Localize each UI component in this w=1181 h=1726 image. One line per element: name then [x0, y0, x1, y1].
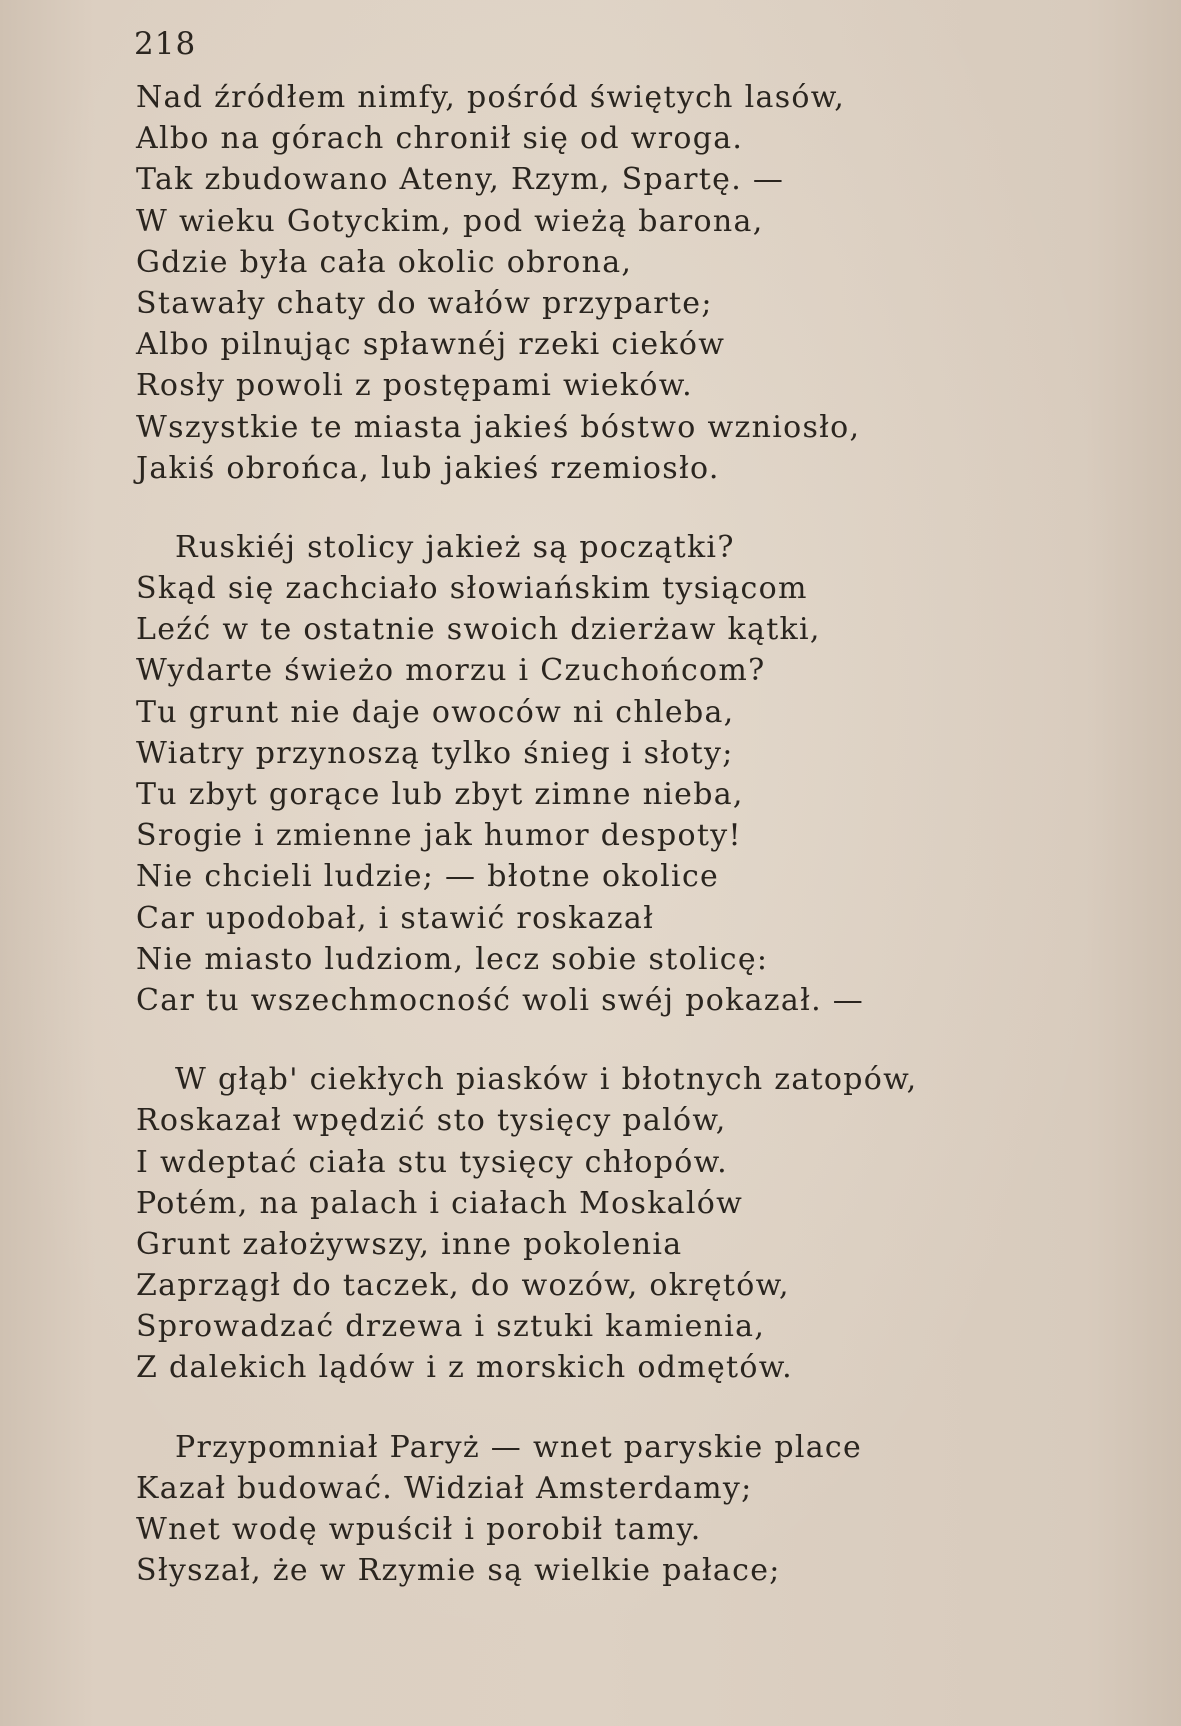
verse-line: Leźć w te ostatnie swoich dzierżaw kątki,: [136, 612, 821, 648]
verse-line: Car upodobał, i stawić roskazał: [136, 900, 655, 936]
verse-line: Tu grunt nie daje owoców ni chleba,: [136, 694, 735, 730]
verse-line: Tak zbudowano Ateny, Rzym, Spartę. —: [136, 162, 785, 198]
verse-line: Sprowadzać drzewa i sztuki kamienia,: [136, 1309, 766, 1345]
verse-line: Nad źródłem nimfy, pośród świętych lasów,: [136, 80, 846, 115]
verse-line: Z dalekich lądów i z morskich odmętów.: [136, 1350, 794, 1386]
verse-line: Wszystkie te miasta jakieś bóstwo wzniosło,: [136, 409, 861, 445]
stanza-2: [136, 527, 1136, 1021]
verse-line: Roskazał wpędzić sto tysięcy palów,: [136, 1103, 727, 1139]
verse-line: W wieku Gotyckim, pod wieżą barona,: [136, 203, 764, 239]
verse-line: Przypomniał Paryż — wnet paryskie place: [175, 1429, 863, 1465]
stanza-1: [136, 77, 1136, 489]
verse-line: Stawały chaty do wałów przyparte;: [136, 285, 713, 321]
verse-line: Nie miasto ludziom, lecz sobie stolicę:: [136, 941, 769, 977]
verse-line: Srogie i zmienne jak humor despoty!: [136, 818, 742, 854]
verse-line: Kazał budować. Widział Amsterdamy;: [136, 1470, 753, 1506]
verse-line: Nie chcieli ludzie; — błotne okolice: [136, 859, 720, 895]
verse-line: Słyszał, że w Rzymie są wielkie pałace;: [136, 1553, 781, 1589]
verse-line: Wnet wodę wpuścił i porobił tamy.: [136, 1512, 702, 1547]
verse-line: Tu zbyt gorące lub zbyt zimne nieba,: [136, 777, 744, 812]
verse-line: Potém, na palach i ciałach Moskalów: [136, 1185, 744, 1221]
stanza-4: [136, 1427, 1136, 1592]
verse-line: Wiatry przynoszą tylko śnieg i słoty;: [136, 735, 734, 771]
verse-line: Rosły powoli z postępami wieków.: [136, 368, 693, 404]
verse-line: Ruskiéj stolicy jakież są początki?: [175, 529, 735, 565]
verse-line: Gdzie była cała okolic obrona,: [136, 244, 633, 280]
verse-line: Albo na górach chronił się od wroga.: [136, 121, 744, 157]
verse-line: Jakiś obrońca, lub jakieś rzemiosło.: [136, 450, 720, 486]
verse-line: Zaprzągł do taczek, do wozów, okrętów,: [136, 1268, 790, 1304]
verse-line: Albo pilnując spławnéj rzeki cieków: [136, 327, 726, 363]
verse-line: Car tu wszechmocność woli swéj pokazał. —: [136, 982, 865, 1018]
verse-line: Skąd się zachciało słowiańskim tysiącom: [136, 571, 808, 607]
verse-line: Grunt założywszy, inne pokolenia: [136, 1226, 683, 1262]
verse-line: W głąb' ciekłych piasków i błotnych zatopów,: [175, 1062, 918, 1098]
verse-line: I wdeptać ciała stu tysięcy chłopów.: [136, 1144, 728, 1180]
stanza-3: [136, 1059, 1136, 1389]
verse-line: Wydarte świeżo morzu i Czuchońcom?: [136, 653, 766, 689]
page-number: 218: [134, 26, 197, 62]
poem-text: [136, 77, 1136, 1591]
